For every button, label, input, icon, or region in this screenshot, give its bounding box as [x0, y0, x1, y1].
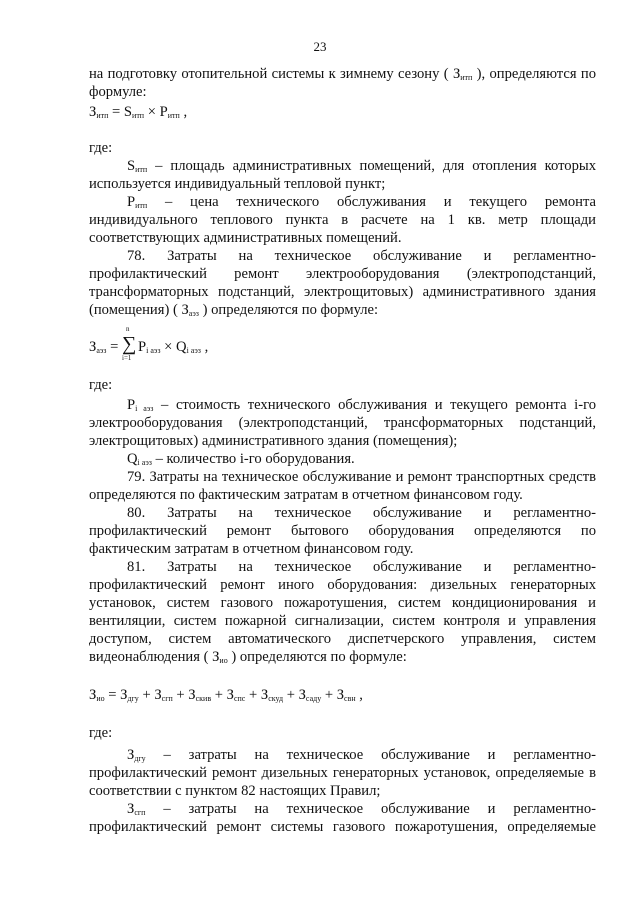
formula-term-0: $З_{дгу}$: [120, 687, 139, 703]
formula-z-aez: $З_{аэз}$ = n ∑ i=1 $P_{i аэз} \times Q_{i аэз}$ ,: [89, 325, 209, 362]
definition-s-itp: $S_{итп}$ – площадь административных помещений, для отопления которых используется индивидуальный тепловой пункт;: [89, 158, 596, 192]
intro-paragraph: на подготовку отопительной системы к зимнему сезону ( $З_{итп}$ ), определяются по формуле:: [89, 66, 597, 100]
item-80: 80. Затраты на техническое обслуживание и регламентно-профилактический ремонт бытового оборудования определяются по фактическим затратам в отчетном финансовом году.: [89, 505, 596, 557]
plus-operator: +: [138, 687, 155, 703]
where-label: где:: [89, 377, 113, 393]
plus-operator: +: [245, 687, 261, 703]
formula-z-itp: $З_{итп} = S_{итп} \times P_{итп}$ ,: [89, 104, 188, 120]
formula-z-io-terms: [120, 687, 356, 703]
formula-term-5: $З_{саду}$: [298, 687, 322, 703]
definition-p-aez: $P_{i аэз}$ – стоимость технического обслуживания и текущего ремонта i-го электрооборудования (электроподстанций, трансформаторных подстанций, электрощитовых) административного здания (помещения);: [89, 397, 596, 449]
formula-z-io: $З_{ио} = З_{дгу} + З_{сгп} + З_{скив} + З_{спс} + З_{скуд} + З_{саду} + З_{свн}$ ,: [89, 687, 363, 703]
definition-p-itp: $P_{итп}$ – цена технического обслуживания и текущего ремонта индивидуального теплового пункта в расчете на 1 кв. метр площади соответствующих административных помещений.: [89, 194, 596, 246]
formula-term-3: $З_{спс}$: [226, 687, 246, 703]
item-78: 78. Затраты на техническое обслуживание и регламентно-профилактический ремонт электрооборудования (электроподстанций, трансформаторных подстанций, электрощитовых) административного здания (помещения) ( $З_{аэз}$ ) определяются по формуле:: [89, 248, 596, 318]
where-label: где:: [89, 725, 113, 741]
plus-operator: +: [321, 687, 337, 703]
formula-term-4: $З_{скуд}$: [260, 687, 284, 703]
definition-q-aez: $Q_{i аэз}$ – количество i-го оборудования.: [127, 451, 355, 467]
plus-operator: +: [283, 687, 299, 703]
plus-operator: +: [172, 687, 189, 703]
definition-z-sgp: $З_{сгп}$ – затраты на техническое обслуживание и регламентно-профилактический ремонт системы газового пожаротушения, определяемые: [89, 801, 596, 835]
formula-term-2: $З_{скив}$: [188, 687, 212, 703]
item-79: 79. Затраты на техническое обслуживание и ремонт транспортных средств определяются по фактическим затратам в отчетном финансовом году.: [89, 469, 596, 503]
formula-term-1: $З_{сгп}$: [154, 687, 173, 703]
document-body: [89, 65, 596, 836]
definition-z-dgu: $З_{дгу}$ – затраты на техническое обслуживание и регламентно-профилактический ремонт дизельных генераторных установок, определяемые в соответствии с пунктом 82 настоящих Правил;: [89, 747, 596, 799]
plus-operator: +: [211, 687, 227, 703]
where-label: где:: [89, 140, 113, 156]
summation-sign: n ∑ i=1: [122, 325, 137, 362]
page-number: 23: [313, 39, 327, 54]
item-81: 81. Затраты на техническое обслуживание и регламентно-профилактический ремонт иного оборудования: дизельных генераторных установок, систем газового пожаротушения, систем кондиционирования и вентиляции, систем пожарной сигнализации, систем контроля и управления доступом, систем автоматического диспетчерского управления, систем видеонаблюдения ( $З_{ио}$ ) определяются по формуле:: [89, 559, 596, 665]
formula-term-6: $З_{свн}$: [336, 687, 356, 703]
symbol-z-itp: $З_{итп}$: [452, 66, 473, 82]
